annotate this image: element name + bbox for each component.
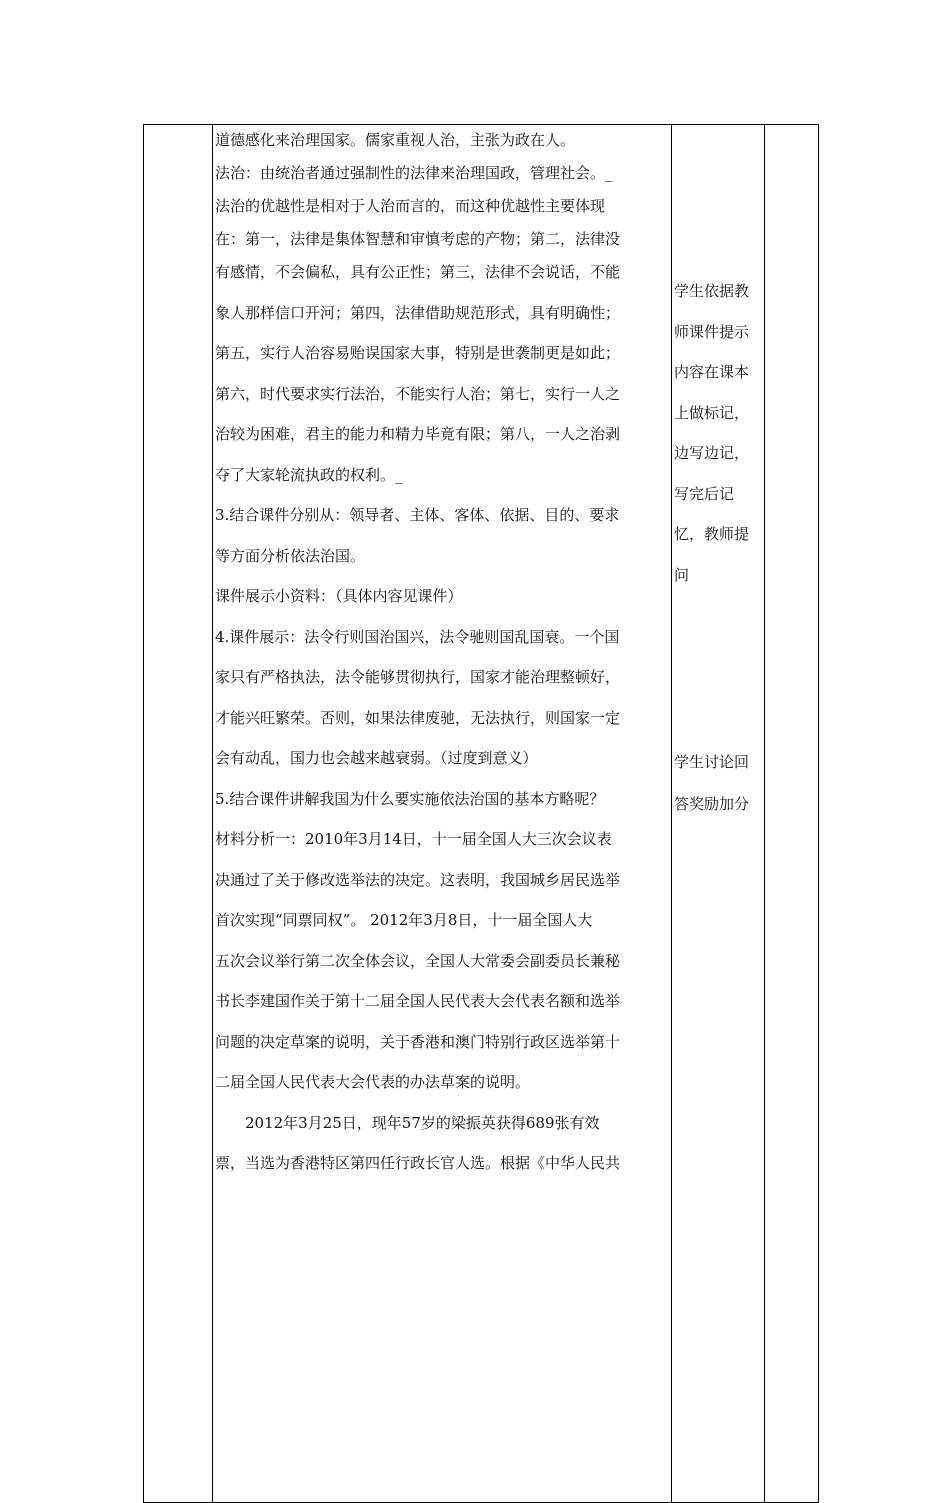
main-lines-line: 第五，实行人治容易贻误国家大事，特别是世袭制更是如此；: [215, 344, 621, 362]
side-a-line: 写完后记: [674, 484, 735, 503]
teaching-content: [215, 124, 670, 1188]
side-a-line: 忆，教师提: [674, 525, 750, 543]
main-lines-line: 道德感化来治理国家。儒家重视人治，主张为政在人。: [215, 131, 576, 149]
column-divider-1: [212, 124, 213, 1503]
student-activity-a: [674, 271, 764, 595]
main-lines-line: 等方面分析依法治国。: [215, 546, 366, 565]
student-activity-b: [674, 741, 764, 825]
main-lines-line: 课件展示小资料：（具体内容见课件）: [215, 587, 463, 605]
main-lines-line: 问题的决定草案的说明，关于香港和澳门特别行政区选举第十: [215, 1032, 621, 1051]
main-lines-line: 在：第一，法律是集体智慧和审慎考虑的产物；第二，法律没: [215, 230, 621, 248]
main-lines-line: 象人那样信口开河；第四，法律借助规范形式，具有明确性；: [215, 303, 621, 322]
column-divider-3: [764, 124, 765, 1503]
side-a-line: 边写边记，: [674, 444, 750, 462]
main-lines-line: 第六，时代要求实行法治，不能实行人治；第七，实行一人之: [215, 384, 621, 403]
main-lines-line: 4.课件展示：法令行则国治国兴，法令驰则国乱国衰。一个国: [215, 627, 620, 646]
side-b-line: 答奖励加分: [674, 795, 750, 813]
side-a-line: 学生依据教: [674, 282, 750, 300]
main-lines-line: 5.结合课件讲解我国为什么要实施依法治国的基本方略呢？: [215, 789, 605, 808]
side-a-line: 内容在课本: [674, 363, 750, 381]
main-lines-line: 材料分析一：2010年3月14日，十一届全国人大三次会议表: [215, 830, 612, 848]
main-lines-line: 夺了大家轮流执政的权利。_: [215, 465, 403, 484]
main-lines-line: 3.结合课件分别从：领导者、主体、客体、依据、目的、要求: [215, 506, 620, 524]
main-lines-line: 决通过了关于修改选举法的决定。这表明，我国城乡居民选举: [215, 870, 621, 889]
main-lines-line: 才能兴旺繁荣。否则，如果法律废驰，无法执行，则国家一定: [215, 708, 621, 727]
side-a-line: 问: [674, 565, 690, 584]
main-lines-line: 家只有严格执法，法令能够贯彻执行，国家才能治理整顿好，: [215, 668, 621, 686]
main-lines-line: 二届全国人民代表大会代表的办法草案的说明。: [215, 1073, 531, 1091]
main-lines-line: 书长李建国作关于第十二届全国人民代表大会代表名额和选举: [215, 992, 621, 1010]
main-lines-line: 法治的优越性是相对于人治而言的，而这种优越性主要体现: [215, 197, 606, 215]
main-lines-line: 票，当选为香港特区第四任行政长官人选。根据《中华人民共: [215, 1154, 621, 1172]
main-lines-line: 五次会议举行第二次全体会议，全国人大常委会副委员长兼秘: [215, 951, 621, 970]
main-lines-line: 首次实现“同票同权”。 2012年3月8日，十一届全国人大: [215, 911, 593, 929]
main-lines-line: 2012年3月25日，现年57岁的梁振英获得689张有效: [215, 1113, 600, 1132]
side-a-line: 上做标记，: [674, 403, 750, 422]
main-lines-line: 法治：由统治者通过强制性的法律来治理国政，管理社会。_: [215, 164, 613, 182]
main-lines-line: 治较为困难，君主的能力和精力毕竟有限；第八，一人之治剥: [215, 425, 621, 443]
main-lines-line: 会有动乱，国力也会越来越衰弱。（过度到意义）: [215, 749, 538, 767]
column-divider-2: [671, 124, 672, 1503]
side-b-line: 学生讨论回: [674, 753, 750, 771]
main-lines-line: 有感情，不会偏私，具有公正性；第三，法律不会说话，不能: [215, 263, 621, 281]
side-a-line: 师课件提示: [674, 322, 750, 341]
